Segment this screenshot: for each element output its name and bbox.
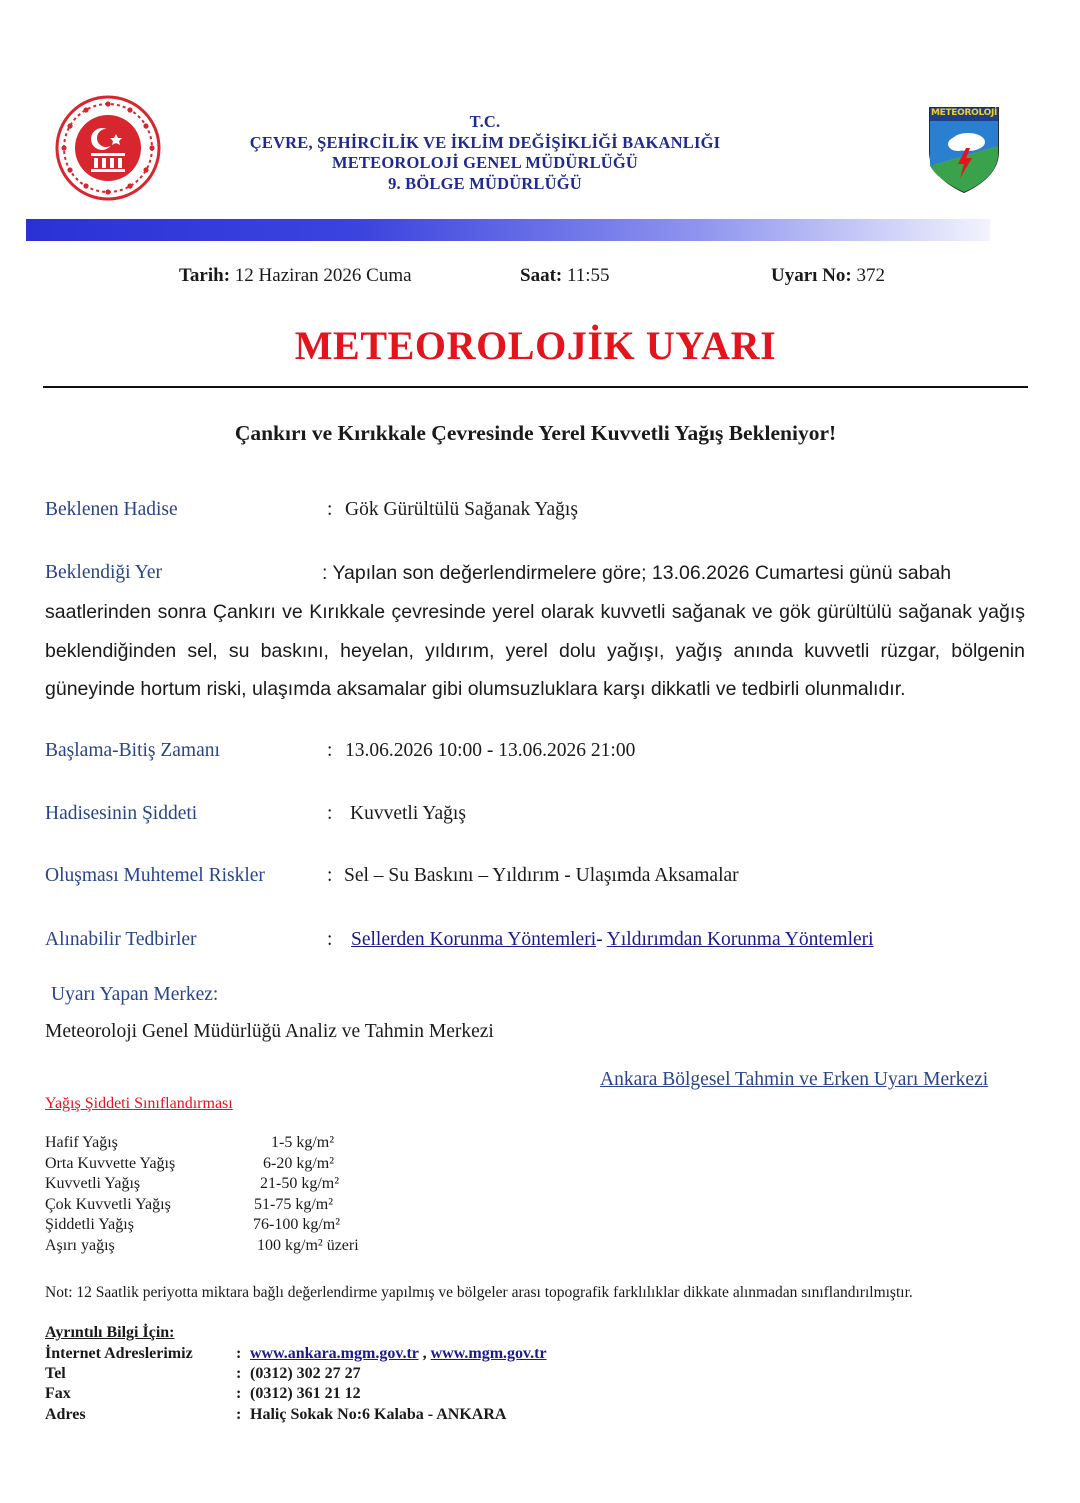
time-field xyxy=(520,265,610,287)
ankara-mgm-link[interactable]: www.ankara.mgm.gov.tr xyxy=(250,1345,419,1362)
severity-colon: : xyxy=(327,803,333,824)
warning-number-label: Uyarı No: xyxy=(771,265,852,286)
classification-note: Not: 12 Saatlik periyotta miktara bağlı değerlendirme yapılmış ve bölgeler arası topografik farklılıklar dikkate alınmadan sınıflandırılmıştır. xyxy=(45,1284,913,1301)
severity-value: Kuvvetli Yağış xyxy=(350,803,466,824)
flood-protection-link[interactable]: Sellerden Korunma Yöntemleri xyxy=(351,929,597,950)
fax-label: Fax xyxy=(45,1385,71,1402)
start-end-label: Başlama-Bitiş Zamanı xyxy=(45,740,220,761)
measures-links xyxy=(351,929,874,951)
warning-number-value: 372 xyxy=(856,265,885,286)
risks-colon: : xyxy=(327,865,333,886)
classification-value: 51-75 kg/m² xyxy=(254,1196,334,1213)
classification-name: Hafif Yağış xyxy=(45,1134,118,1151)
title-divider xyxy=(43,386,1028,388)
warning-center-name: Meteoroloji Genel Müdürlüğü Analiz ve Tahmin Merkezi xyxy=(45,1021,494,1042)
measures-label: Alınabilir Tedbirler xyxy=(45,929,197,950)
expected-place-value-first: Yapılan son değerlendirmelere göre; 13.06.2026 Cumartesi günü sabah xyxy=(332,562,952,584)
classification-value: 76-100 kg/m² xyxy=(253,1216,341,1233)
meteorology-shield-logo xyxy=(928,106,1000,194)
expected-event-label: Beklenen Hadise xyxy=(45,499,178,520)
classification-value: 1-5 kg/m² xyxy=(271,1134,335,1151)
warning-number-field xyxy=(771,265,885,287)
header-line-directorate: METEOROLOJİ GENEL MÜDÜRLÜĞÜ xyxy=(331,153,639,172)
lightning-protection-link[interactable]: Yıldırımdan Korunma Yöntemleri xyxy=(606,929,874,950)
date-value: 12 Haziran 2026 Cuma xyxy=(234,265,412,286)
start-end-value: 13.06.2026 10:00 - 13.06.2026 21:00 xyxy=(345,740,636,761)
fax-value: (0312) 361 21 12 xyxy=(250,1385,361,1402)
classification-row xyxy=(45,1134,445,1155)
expected-place-first-line xyxy=(322,562,951,585)
address-label: Adres xyxy=(45,1406,86,1423)
expected-place-colon: : xyxy=(322,562,328,584)
classification-name: Kuvvetli Yağış xyxy=(45,1175,141,1192)
contact-internet-row xyxy=(45,1345,645,1366)
severity-label: Hadisesinin Şiddeti xyxy=(45,803,198,824)
risks-value: Sel – Su Baskını – Yıldırım - Ulaşımda Aksamalar xyxy=(344,865,739,886)
header-institution xyxy=(200,112,770,194)
classification-value: 100 kg/m² üzeri xyxy=(257,1237,359,1254)
warning-center-label: Uyarı Yapan Merkez: xyxy=(51,984,219,1005)
address-colon: : xyxy=(236,1406,242,1423)
contact-title: Ayrıntılı Bilgi İçin: xyxy=(45,1324,175,1341)
contact-address-row xyxy=(45,1406,645,1427)
classification-name: Orta Kuvvette Yağış xyxy=(45,1155,176,1172)
expected-place-description: saatlerinden sonra Çankırı ve Kırıkkale çevresinde yerel olarak kuvvetli sağanak ve gök gürültülü sağanak yağış beklendiğinden sel, su baskını, heyelan, yıldırım, yerel dolu yağışı, yağış anında kuvvetli rüzgar, bölgenin güneyinde hortum riski, ulaşımda aksamalar gibi olumsuzluklara karşı dikkatli ve tedbirli olunmalıdır. xyxy=(45,601,1025,700)
classification-row xyxy=(45,1175,445,1196)
measures-separator: - xyxy=(596,929,603,950)
header-line-region: 9. BÖLGE MÜDÜRLÜĞÜ xyxy=(388,173,582,193)
classification-name: Şiddetli Yağış xyxy=(45,1216,134,1233)
header-line-tc: T.C. xyxy=(469,112,501,131)
header-color-band xyxy=(26,219,990,241)
fax-colon: : xyxy=(236,1385,242,1402)
risks-label: Oluşması Muhtemel Riskler xyxy=(45,865,265,886)
regional-center-link[interactable]: Ankara Bölgesel Tahmin ve Erken Uyarı Merkezi xyxy=(600,1069,989,1090)
time-value: 11:55 xyxy=(566,265,610,286)
ministry-seal-logo xyxy=(55,95,161,201)
classification-row xyxy=(45,1155,445,1176)
internet-separator: , xyxy=(422,1345,427,1362)
expected-place-label: Beklendiği Yer xyxy=(45,562,162,583)
measures-colon: : xyxy=(327,929,333,950)
classification-name: Aşırı yağış xyxy=(45,1237,115,1254)
classification-name: Çok Kuvvetli Yağış xyxy=(45,1196,171,1213)
header-line-ministry: ÇEVRE, ŞEHİRCİLİK VE İKLİM DEĞİŞİKLİĞİ BAKANLIĞI xyxy=(249,132,721,152)
meteorology-logo-text: METEOROLOJİ xyxy=(930,108,998,118)
tel-label: Tel xyxy=(45,1365,66,1382)
mgm-link[interactable]: www.mgm.gov.tr xyxy=(430,1345,547,1362)
classification-value: 6-20 kg/m² xyxy=(263,1155,335,1172)
expected-event-value: Gök Gürültülü Sağanak Yağış xyxy=(345,499,578,520)
address-value: Haliç Sokak No:6 Kalaba - ANKARA xyxy=(250,1406,507,1423)
document-title: METEOROLOJİK UYARI xyxy=(294,323,777,368)
classification-value: 21-50 kg/m² xyxy=(260,1175,340,1192)
warning-headline: Çankırı ve Kırıkkale Çevresinde Yerel Kuvvetli Yağış Bekleniyor! xyxy=(234,421,837,445)
classification-row xyxy=(45,1216,445,1237)
time-label: Saat: xyxy=(520,265,563,286)
contact-tel-row xyxy=(45,1365,645,1386)
expected-event-colon: : xyxy=(327,499,333,520)
contact-fax-row xyxy=(45,1385,645,1406)
internet-label: İnternet Adreslerimiz xyxy=(45,1345,193,1362)
tel-value: (0312) 302 27 27 xyxy=(250,1365,361,1382)
start-end-colon: : xyxy=(327,740,333,761)
tel-colon: : xyxy=(236,1365,242,1382)
classification-row xyxy=(45,1237,445,1258)
internet-links xyxy=(250,1345,547,1363)
classification-row xyxy=(45,1196,445,1217)
classification-title: Yağış Şiddeti Sınıflandırması xyxy=(45,1095,233,1112)
date-field xyxy=(179,265,412,287)
date-label: Tarih: xyxy=(179,265,231,286)
internet-colon: : xyxy=(236,1345,242,1362)
